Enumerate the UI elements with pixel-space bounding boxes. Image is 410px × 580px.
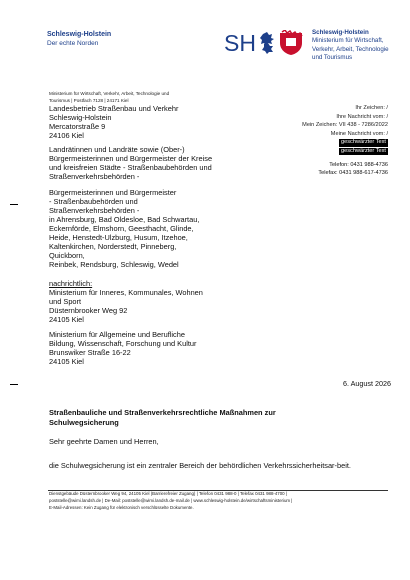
cc2-line-0: Ministerium für Allgemeine und Berufliche bbox=[49, 330, 185, 339]
dist2-line-0: Bürgermeisterinnen und Bürgermeister bbox=[49, 188, 177, 197]
dist2-line-4: Eckernförde, Elmshorn, Geesthacht, Glinde, bbox=[49, 224, 194, 233]
contact-block bbox=[318, 161, 388, 177]
cc1-line-1: und Sport bbox=[49, 297, 82, 306]
footer-line-1: poststelle@wimi.landsh.de | De-Mail: poststelle@wimi.landsh.de-mail.de | www.schleswig-holstein.de/wirtschaftsministerium | bbox=[49, 497, 293, 503]
redacted-text-1: geschwärzter Text bbox=[341, 139, 386, 145]
cc2-line-2: Brunswiker Straße 16-22 bbox=[49, 348, 131, 357]
dist1-line-1: Bürgermeisterinnen und Bürgermeister der Kreise bbox=[49, 154, 213, 163]
ministry-name bbox=[312, 29, 389, 63]
cc-block bbox=[49, 279, 203, 366]
fold-mark-bottom bbox=[10, 384, 18, 385]
recipient-address bbox=[49, 104, 178, 140]
salutation: Sehr geehrte Damen und Herren, bbox=[49, 437, 159, 446]
cc1-line-2: Düsternbrooker Weg 92 bbox=[49, 306, 128, 315]
recipient-line-3: 24106 Kiel bbox=[49, 131, 84, 140]
dist1-line-3: Straßenverkehrsbehörden - bbox=[49, 172, 140, 181]
sender-line-0: Ministerium für Wirtschaft, Verkehr, Arbeit, Technologie und bbox=[49, 91, 170, 96]
subject-line-1: Schulwegsicherung bbox=[49, 417, 119, 427]
ministry-line-0: Schleswig-Holstein bbox=[312, 29, 369, 36]
cc-heading: nachrichtlich: bbox=[49, 279, 93, 288]
distribution-block-2 bbox=[49, 188, 199, 269]
state-logo-left bbox=[47, 30, 111, 48]
dist2-line-7: Quickborn, bbox=[49, 251, 85, 260]
ministry-line-1: Ministerium für Wirtschaft, bbox=[312, 37, 384, 45]
shield-center bbox=[286, 38, 296, 46]
sender-address bbox=[49, 90, 169, 104]
dist2-line-2: Straßenverkehrsbehörden - bbox=[49, 206, 140, 215]
cc1-line-0: Ministerium für Inneres, Kommunales, Wohnen bbox=[49, 288, 203, 297]
meine-nachricht: Meine Nachricht vom: / bbox=[330, 130, 388, 137]
logo-left-line1: Schleswig-Holstein bbox=[47, 31, 112, 38]
dist2-line-1: - Straßenbaubehörden und bbox=[49, 197, 138, 206]
body-text: die Schulwegsicherung ist ein zentraler Bereich der behördlichen Verkehrssicherheitsar-beit. bbox=[49, 461, 351, 470]
dist1-line-0: Landrätinnen und Landräte sowie (Ober-) bbox=[49, 145, 185, 154]
cc2-line-1: Bildung, Wissenschaft, Forschung und Kultur bbox=[49, 339, 197, 348]
cc1-line-3: 24105 Kiel bbox=[49, 315, 84, 324]
recipient-line-1: Schleswig-Holstein bbox=[49, 113, 112, 122]
footer bbox=[49, 491, 389, 511]
telefon: Telefon: 0431 988-4736 bbox=[329, 162, 388, 168]
subject bbox=[49, 408, 276, 427]
fold-mark-top bbox=[10, 204, 18, 205]
ihr-zeichen: Ihr Zeichen: / bbox=[355, 105, 388, 111]
cc2-line-3: 24105 Kiel bbox=[49, 357, 84, 366]
sh-coat-of-arms-logo bbox=[224, 30, 310, 56]
sender-line-1: Tourismus | Postfach 7128 | 24171 Kiel bbox=[49, 98, 129, 103]
dist2-line-3: in Ahrensburg, Bad Oldesloe, Bad Schwartau, bbox=[49, 215, 200, 224]
sh-letters: SH bbox=[224, 30, 256, 56]
dist2-line-5: Heide, Henstedt-Ulzburg, Husum, Itzehoe, bbox=[49, 233, 188, 242]
footer-line-0: Dienstgebäude Düsternbrooker Weg 94, 24105 Kiel (Barrierefreier Zugang) | Telefon 0431 988-0 | Telefax 0431 988-4700 | bbox=[49, 491, 287, 496]
ministry-line-3: und Tourismus bbox=[312, 54, 353, 62]
dist2-line-6: Kaltenkirchen, Norderstedt, Pinneberg, bbox=[49, 242, 177, 251]
recipient-line-2: Mercatorstraße 9 bbox=[49, 122, 106, 131]
ihre-nachricht: Ihre Nachricht vom: / bbox=[336, 113, 388, 120]
recipient-line-0: Landesbetrieb Straßenbau und Verkehr bbox=[49, 104, 179, 113]
footer-line-2: E-Mail-Adressen: Kein Zugang für elektronisch verschlüsselte Dokumente. bbox=[49, 504, 194, 510]
ministry-line-2: Verkehr, Arbeit, Technologie bbox=[312, 45, 389, 53]
reference-block bbox=[302, 104, 388, 155]
dist2-line-8: Reinbek, Rendsburg, Schleswig, Wedel bbox=[49, 260, 179, 269]
distribution-block-1 bbox=[49, 145, 212, 181]
logo-left-line2: Der echte Norden bbox=[47, 40, 99, 47]
lions-icon bbox=[260, 32, 274, 54]
dist1-line-2: und kreisfreien Städte - Straßenbaubehörden und bbox=[49, 163, 212, 172]
letter-date: 6. August 2026 bbox=[343, 379, 391, 388]
mein-zeichen: Mein Zeichen: VII 438 - 7286/2022 bbox=[302, 122, 388, 128]
telefax: Telefax: 0431 988-617-4736 bbox=[318, 170, 388, 176]
redacted-text-2: geschwärzter Text bbox=[341, 147, 386, 154]
subject-line-0: Straßenbauliche und Straßenverkehrsrechtliche Maßnahmen zur bbox=[49, 408, 276, 417]
